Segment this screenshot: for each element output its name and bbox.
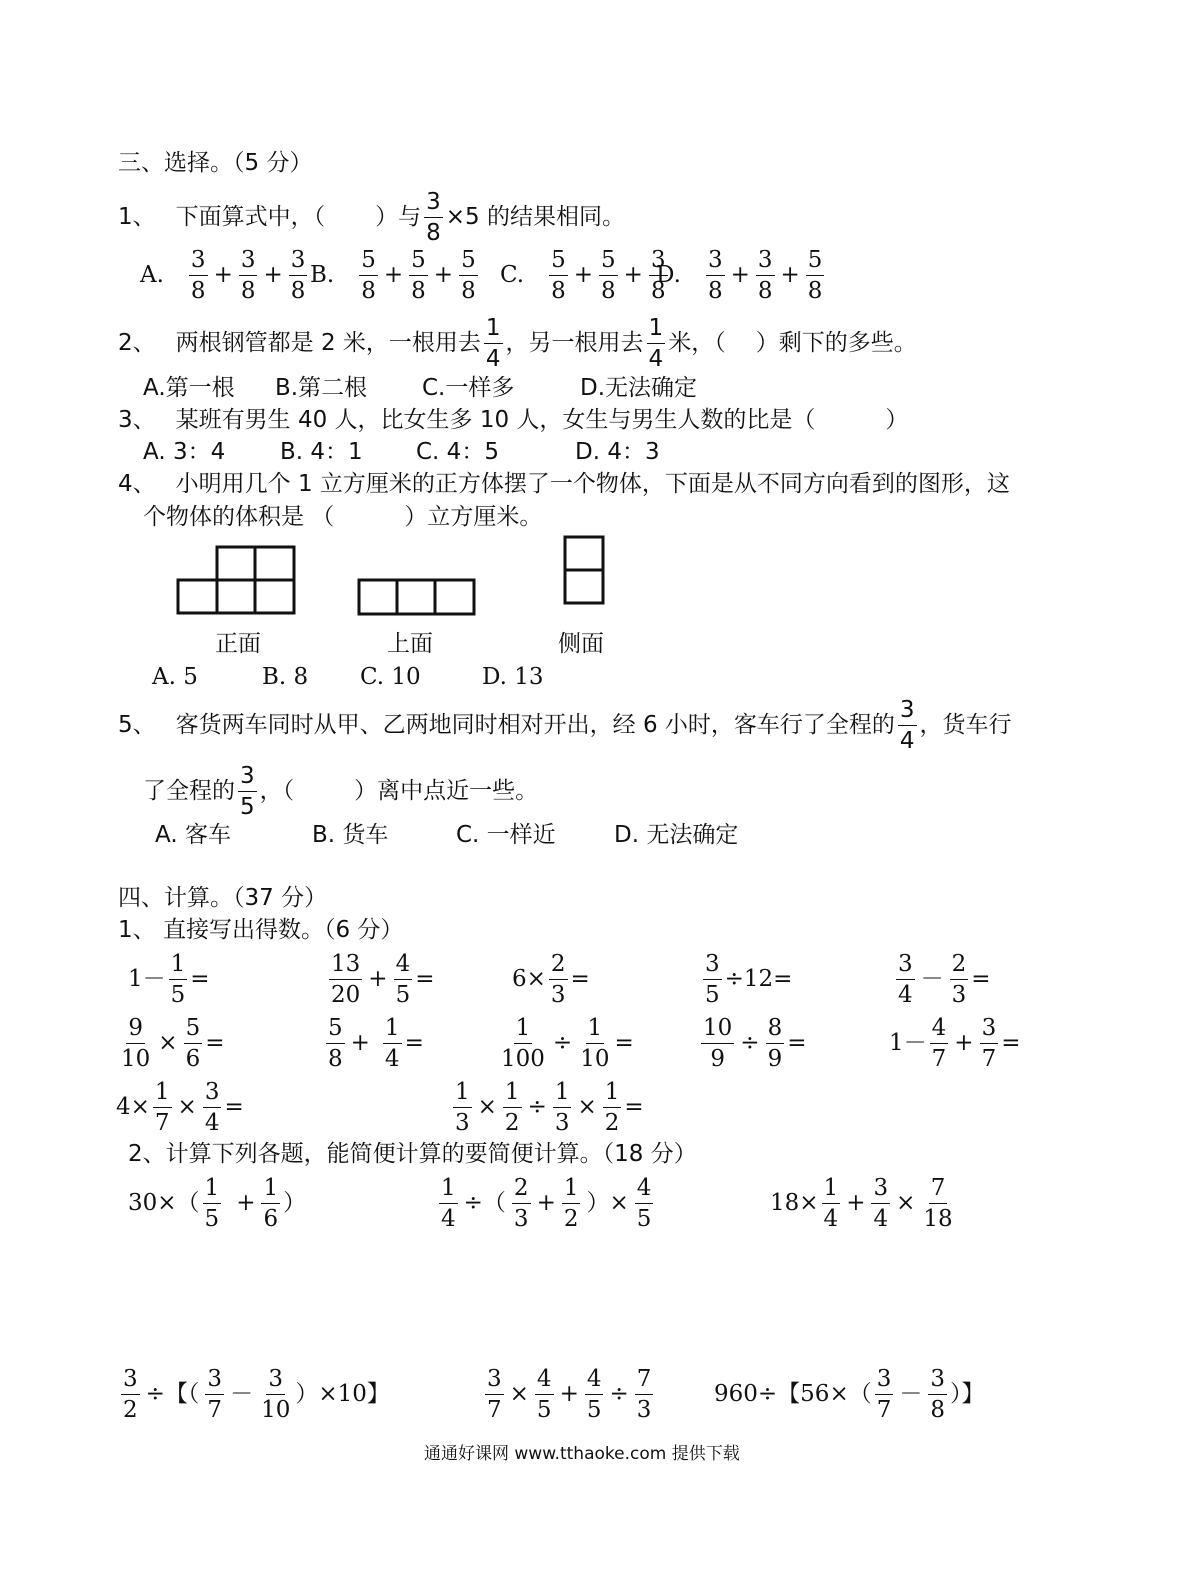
q5-stem-line1: 5、 客货两车同时从甲、乙两地同时相对开出，经 6 小时，客车行了全程的 $\frac{3}{4}$ ，货车行 bbox=[118, 697, 1012, 755]
q1-fraction: $\frac{3}{8}$ bbox=[426, 189, 441, 247]
section3-title: 三、选择。（5 分） bbox=[118, 150, 313, 176]
q5-option-b: B. 货车 bbox=[312, 822, 389, 848]
q1-option-a: A. $\frac{3}{8}$ + $\frac{3}{8}$ + $\frac{3}{8}$ bbox=[140, 247, 306, 305]
q1-mid: ）与 bbox=[375, 204, 422, 231]
q5-stem-line2: 了全程的 $\frac{3}{5}$ ，（ ）离中点近一些。 bbox=[143, 763, 539, 821]
q1-stem bbox=[118, 190, 625, 245]
q1-option-d: D. $\frac{3}{8}$ + $\frac{3}{8}$ + $\frac{5}{8}$ bbox=[656, 247, 823, 305]
q3-option-b: B. 4：1 bbox=[280, 439, 363, 465]
part2-title: 2、计算下列各题，能简便计算的要简便计算。（18 分） bbox=[128, 1141, 697, 1167]
calc-5: $\frac{3}{7}$ × $\frac{4}{5}$ + $\frac{4}{5}$ ÷ $\frac{7}{3}$ bbox=[487, 1366, 652, 1424]
q1-number: 1、 bbox=[118, 204, 156, 231]
q5-option-a: A. 客车 bbox=[155, 822, 231, 848]
oral-1-3: 6× $\frac{2}{3}$ = bbox=[512, 951, 590, 1009]
calc-6: 960÷【56×（ $\frac{3}{7}$ － $\frac{3}{8}$ ）】 bbox=[714, 1366, 985, 1424]
side-view-figure bbox=[563, 535, 606, 607]
q2-fraction-1: $\frac{1}{4}$ bbox=[485, 315, 501, 373]
q2-stem: 2、 两根钢管都是 2 米，一根用去 $\frac{1}{4}$ ，另一根用去 $\frac{1}{4}$ 米，（ ）剩下的多些。 bbox=[118, 315, 917, 373]
q2-option-b: B.第二根 bbox=[275, 375, 368, 401]
q2-option-d: D.无法确定 bbox=[580, 375, 698, 401]
q2-fraction-2: $\frac{1}{4}$ bbox=[648, 315, 664, 373]
q2-option-c: C.一样多 bbox=[422, 375, 515, 401]
oral-2-4: $\frac{10}{9}$ ÷ $\frac{8}{9}$ = bbox=[703, 1015, 807, 1073]
oral-2-5: 1－ $\frac{4}{7}$ + $\frac{3}{7}$ = bbox=[889, 1015, 1021, 1073]
oral-3-2: $\frac{1}{3}$ × $\frac{1}{2}$ ÷ $\frac{1}{3}$ × $\frac{1}{2}$ = bbox=[455, 1079, 644, 1137]
oral-1-1: 1－ $\frac{1}{5}$ = bbox=[128, 951, 210, 1009]
q1-option-c: C. $\frac{5}{8}$ + $\frac{5}{8}$ + $\frac{3}{8}$ bbox=[500, 247, 666, 305]
calc-1: 30×（ $\frac{1}{5}$ + $\frac{1}{6}$ ） bbox=[128, 1175, 307, 1233]
top-view-figure bbox=[357, 578, 477, 617]
part1-title: 1、 直接写出得数。（6 分） bbox=[118, 917, 404, 943]
q4-stem-line2: 个物体的体积是 （ ）立方厘米。 bbox=[143, 504, 543, 530]
oral-2-2: $\frac{5}{8}$ + $\frac{1}{4}$ = bbox=[328, 1015, 424, 1073]
q1-option-b: B. $\frac{5}{8}$ + $\frac{5}{8}$ + $\frac{5}{8}$ bbox=[310, 247, 476, 305]
q4-option-d: D. 13 bbox=[482, 664, 544, 690]
q5-fraction-2: $\frac{3}{5}$ bbox=[240, 763, 255, 821]
top-view-label: 上面 bbox=[387, 631, 433, 657]
oral-2-3: $\frac{1}{100}$ ÷ $\frac{1}{10}$ = bbox=[501, 1015, 634, 1073]
q4-stem-line1: 4、 小明用几个 1 立方厘米的正方体摆了一个物体，下面是从不同方向看到的图形，这 bbox=[118, 471, 1010, 497]
q2-option-a: A.第一根 bbox=[143, 375, 235, 401]
oral-1-5: $\frac{3}{4}$ － $\frac{2}{3}$ = bbox=[898, 951, 991, 1009]
q3-option-d: D. 4：3 bbox=[575, 439, 660, 465]
q5-option-c: C. 一样近 bbox=[456, 822, 556, 848]
front-view-figure bbox=[176, 545, 298, 617]
oral-2-1: $\frac{9}{10}$ × $\frac{5}{6}$ = bbox=[121, 1015, 225, 1073]
oral-1-2: $\frac{13}{20}$ + $\frac{4}{5}$ = bbox=[331, 951, 435, 1009]
q5-option-d: D. 无法确定 bbox=[614, 822, 739, 848]
front-view-label: 正面 bbox=[215, 631, 261, 657]
q4-option-c: C. 10 bbox=[360, 664, 421, 690]
calc-4: $\frac{3}{2}$ ÷【（ $\frac{3}{7}$ － $\frac{3}{10}$ ）×10】 bbox=[123, 1366, 390, 1424]
section4-title: 四、计算。（37 分） bbox=[118, 885, 328, 911]
q4-option-a: A. 5 bbox=[152, 664, 198, 690]
q3-stem: 3、 某班有男生 40 人，比女生多 10 人，女生与男生人数的比是（ ） bbox=[118, 407, 909, 433]
footer-credit: 通通好课网 www.tthaoke.com 提供下载 bbox=[424, 1444, 740, 1464]
q1-post: ×5 的结果相同。 bbox=[445, 204, 625, 231]
q3-option-a: A. 3：4 bbox=[143, 439, 226, 465]
oral-3-1: 4× $\frac{1}{7}$ × $\frac{3}{4}$ = bbox=[116, 1079, 244, 1137]
q5-fraction-1: $\frac{3}{4}$ bbox=[899, 697, 915, 755]
side-view-label: 侧面 bbox=[558, 631, 604, 657]
calc-2: $\frac{1}{4}$ ÷（ $\frac{2}{3}$ + $\frac{1}{2}$ ）× $\frac{4}{5}$ bbox=[441, 1175, 652, 1233]
oral-1-4: $\frac{3}{5}$ ÷12= bbox=[705, 951, 793, 1009]
q4-option-b: B. 8 bbox=[262, 664, 309, 690]
q1-pre: 下面算式中，（ bbox=[175, 204, 326, 231]
calc-3: 18× $\frac{1}{4}$ + $\frac{3}{4}$ × $\frac{7}{18}$ bbox=[770, 1175, 953, 1233]
q3-option-c: C. 4：5 bbox=[416, 439, 499, 465]
